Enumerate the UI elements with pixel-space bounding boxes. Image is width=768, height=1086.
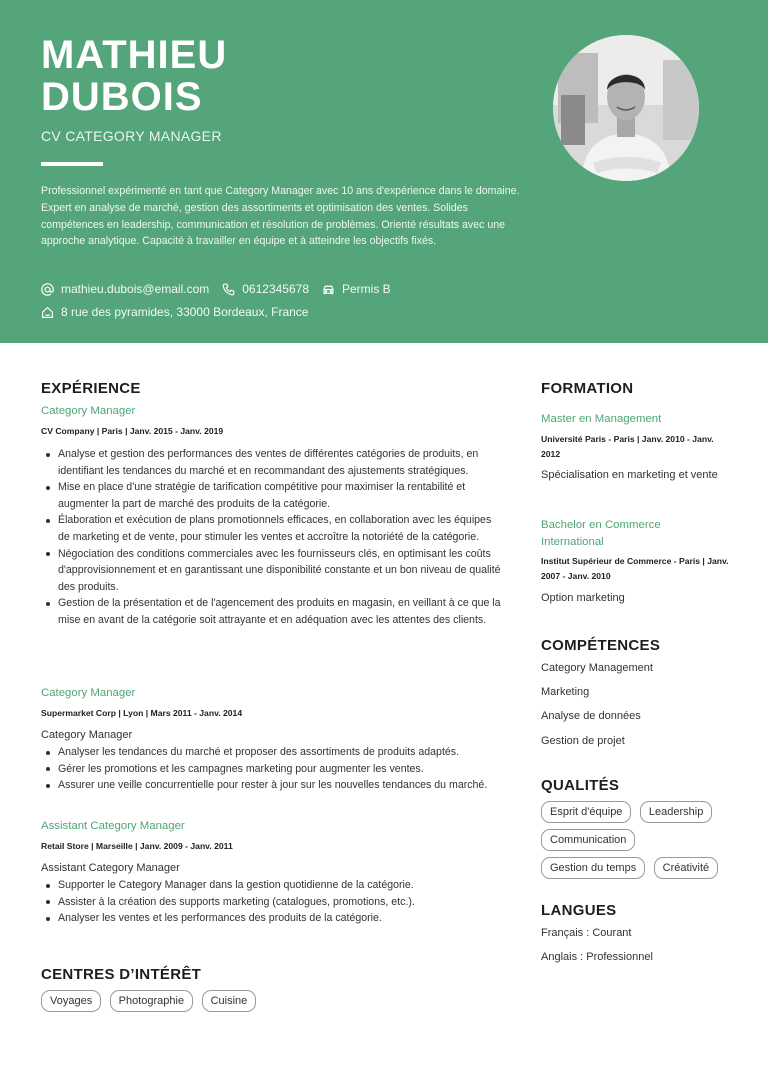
job-2-bullets: [41, 744, 503, 794]
email-text: mathieu.dubois@email.com: [61, 282, 210, 296]
skill-item: Analyse de données: [541, 710, 641, 722]
job-3-subtitle: Assistant Category Manager: [41, 862, 180, 874]
list-item: Mise en place d'une stratégie de tarification compétitive pour maximiser la rentabilité et augmenter la part de marché des produits de la catégorie.: [41, 479, 503, 512]
interests-heading: CENTRES D’INTÉRÊT: [41, 966, 202, 983]
cv-title: CV CATEGORY MANAGER: [41, 128, 222, 144]
contact-row: [41, 282, 404, 296]
skills-heading: COMPÉTENCES: [541, 637, 661, 654]
job-3-bullets: [41, 877, 503, 927]
quality-tag: Communication: [541, 829, 635, 851]
education-1-title: Master en Management: [541, 413, 662, 425]
list-item: Analyse et gestion des performances des ventes de différentes catégories de produits, en identifiant les tendances du marché et en recommandant des ajustements stratégiques.: [41, 446, 503, 479]
language-item: Anglais : Professionnel: [541, 951, 653, 963]
title-divider: [41, 162, 103, 166]
phone-text: 0612345678: [242, 282, 309, 296]
first-name: MATHIEU: [41, 33, 228, 77]
job-2-meta: Supermarket Corp | Lyon | Mars 2011 - Janv. 2014: [41, 708, 243, 718]
license-info: [322, 282, 391, 296]
job-1-meta: CV Company | Paris | Janv. 2015 - Janv. 2019: [41, 426, 224, 436]
skill-item: Category Management: [541, 662, 653, 674]
list-item: Analyser les tendances du marché et proposer des assortiments de produits adaptés.: [41, 744, 503, 761]
car-icon: [322, 283, 335, 296]
education-1-desc: Spécialisation en marketing et vente: [541, 469, 718, 481]
quality-tag: Esprit d'équipe: [541, 801, 631, 823]
quality-tag: Gestion du temps: [541, 857, 645, 879]
list-item: Élaboration et exécution de plans promotionnels efficaces, en collaboration avec les équipes de marketing et de vente, pour stimuler les ventes et accroître la notoriété de la catégorie.: [41, 512, 503, 545]
candidate-name: [41, 34, 227, 118]
experience-heading: EXPÉRIENCE: [41, 380, 141, 397]
profile-summary: Professionnel expérimenté en tant que Category Manager avec 10 ans d'expérience dans le domaine. Expert en analyse de marché, gestion des assortiments et optimisation des ventes. Solides compétences en leadership, communication et résolution de problèmes. Orienté résultats avec une approche analytique. Capacité à travailler en équipe et à atteindre les objectifs fixés.: [41, 185, 520, 248]
license-text: Permis B: [342, 282, 391, 296]
education-1-meta: Université Paris - Paris | Janv. 2010 - Janv. 2012: [541, 434, 714, 459]
address-text: 8 rue des pyramides, 33000 Bordeaux, France: [61, 305, 309, 319]
list-item: Assurer une veille concurrentielle pour rester à jour sur les nouvelles tendances du marché.: [41, 777, 503, 794]
languages-heading: LANGUES: [541, 902, 617, 919]
qualities-row-3: [541, 857, 722, 879]
interests-tags: [41, 990, 260, 1012]
job-1-bullets: [41, 446, 503, 629]
address-row: [41, 305, 321, 319]
portrait-image: [553, 35, 699, 181]
job-2-title: Category Manager: [41, 687, 136, 699]
qualities-row-1: [541, 801, 716, 823]
education-heading: FORMATION: [541, 380, 634, 397]
education-2-title: Bachelor en Commerce International: [541, 519, 661, 548]
interest-tag: Cuisine: [202, 990, 257, 1012]
quality-tag: Créativité: [654, 857, 718, 879]
email-contact[interactable]: [41, 282, 209, 296]
job-1-title: Category Manager: [41, 405, 136, 417]
job-3-meta: Retail Store | Marseille | Janv. 2009 - Janv. 2011: [41, 841, 233, 851]
list-item: Assister à la création des supports marketing (catalogues, promotions, etc.).: [41, 894, 503, 911]
interest-tag: Photographie: [110, 990, 193, 1012]
phone-contact[interactable]: [222, 282, 309, 296]
phone-icon: [222, 283, 235, 296]
interest-tag: Voyages: [41, 990, 101, 1012]
profile-photo: [553, 35, 699, 181]
list-item: Analyser les ventes et les performances des produits de la catégorie.: [41, 910, 503, 927]
language-item: Français : Courant: [541, 927, 632, 939]
header-banner: [0, 0, 768, 343]
list-item: Supporter le Category Manager dans la gestion quotidienne de la catégorie.: [41, 877, 503, 894]
list-item: Gestion de la présentation et de l'agencement des produits en magasin, en veillant à ce que la mise en avant de la catégorie soit attrayante et en adéquation avec les attentes des clients.: [41, 595, 503, 628]
qualities-heading: QUALITÉS: [541, 777, 620, 794]
job-2-subtitle: Category Manager: [41, 729, 133, 741]
skill-item: Marketing: [541, 686, 590, 698]
last-name: DUBOIS: [41, 75, 203, 119]
education-2-meta: Institut Supérieur de Commerce - Paris | Janv. 2007 - Janv. 2010: [541, 556, 729, 581]
education-2-desc: Option marketing: [541, 592, 625, 604]
address-info: [41, 305, 308, 319]
list-item: Négociation des conditions commerciales avec les fournisseurs clés, en optimisant les coûts d'approvisionnement et en garantissant une disponibilité constante et un bon niveau de qualité des produits.: [41, 546, 503, 596]
at-sign-icon: [41, 283, 54, 296]
home-icon: [41, 306, 54, 319]
qualities-row-2: [541, 829, 639, 851]
job-3-title: Assistant Category Manager: [41, 820, 185, 832]
skill-item: Gestion de projet: [541, 735, 625, 747]
quality-tag: Leadership: [640, 801, 712, 823]
list-item: Gérer les promotions et les campagnes marketing pour augmenter les ventes.: [41, 761, 503, 778]
